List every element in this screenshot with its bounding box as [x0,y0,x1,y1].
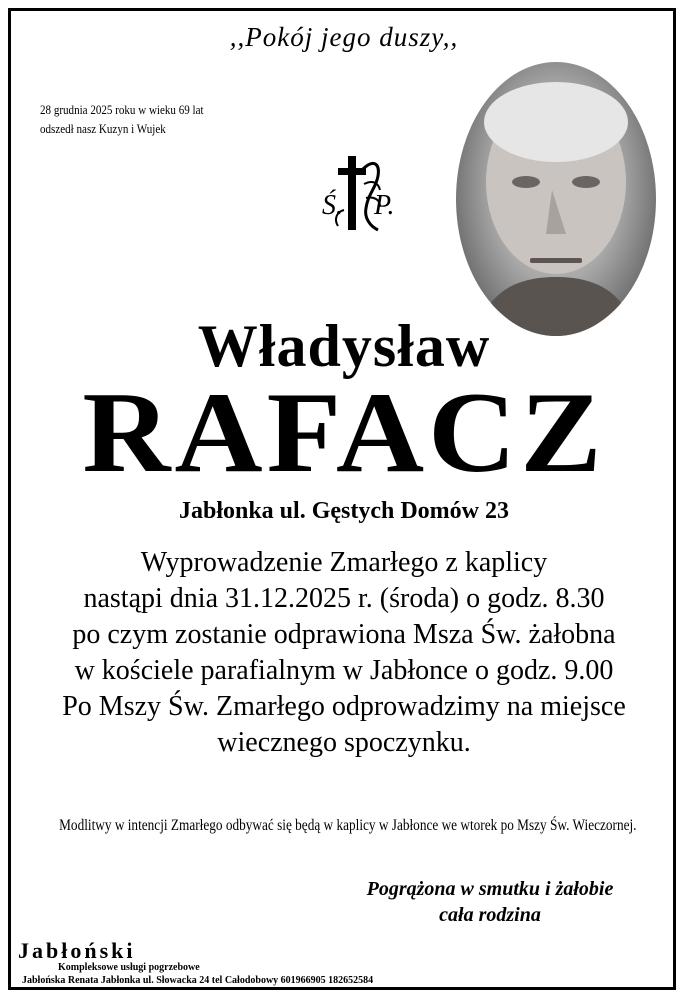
funeral-home-contact: Jabłońska Renata Jabłonka ul. Słowacka 24 tel Całodobowy 601966905 182652584 [22,975,374,986]
deceased-first-name: Władysław [197,313,491,379]
intro-text [40,100,220,138]
intro-line: odszedł nasz Kuzyn i Wujek [40,121,166,136]
funeral-home-subtitle: Kompleksowe usługi pogrzebowe [58,962,200,973]
header-quote: ,,Pokój jego duszy,, [229,22,459,52]
ceremony-line: nastąpi dnia 31.12.2025 r. (środa) o godz. 8.30 [83,583,605,614]
family-line: Pogrążona w smutku i żałobie [366,878,614,900]
family-line: cała rodzina [439,904,541,926]
sp-s-text: Ś. [322,190,343,221]
sp-p-text: P. [374,190,395,221]
funeral-home-footer [18,940,618,988]
family-signature [310,876,670,928]
ceremony-line: w kościele parafialnym w Jabłonce o godz. 9.00 [74,655,614,686]
ceremony-line: Po Mszy Św. Zmarłego odprowadzimy na miejsce [62,691,626,722]
funeral-home-logo: Jabłoński [18,938,136,963]
ceremony-line: Wyprowadzenie Zmarłego z kaplicy [140,547,548,578]
ceremony-text [10,545,678,761]
sp-cross-emblem [322,150,402,240]
portrait-icon [456,62,656,336]
deceased-surname: RAFACZ [82,368,606,497]
intro-line: 28 grudnia 2025 roku w wieku 69 lat [40,102,204,117]
portrait-photo [456,62,656,336]
prayers-text: Modlitwy w intencji Zmarłego odbywać się będą w kaplicy w Jabłonce we wtorek po Mszy Św. Wieczornej. [59,817,637,834]
deceased-address: Jabłonka ul. Gęstych Domów 23 [178,498,510,524]
ceremony-line: wiecznego spoczynku. [217,727,471,758]
ceremony-line: po czym zostanie odprawiona Msza Św. żałobna [72,619,616,650]
prayers-note [0,817,688,835]
